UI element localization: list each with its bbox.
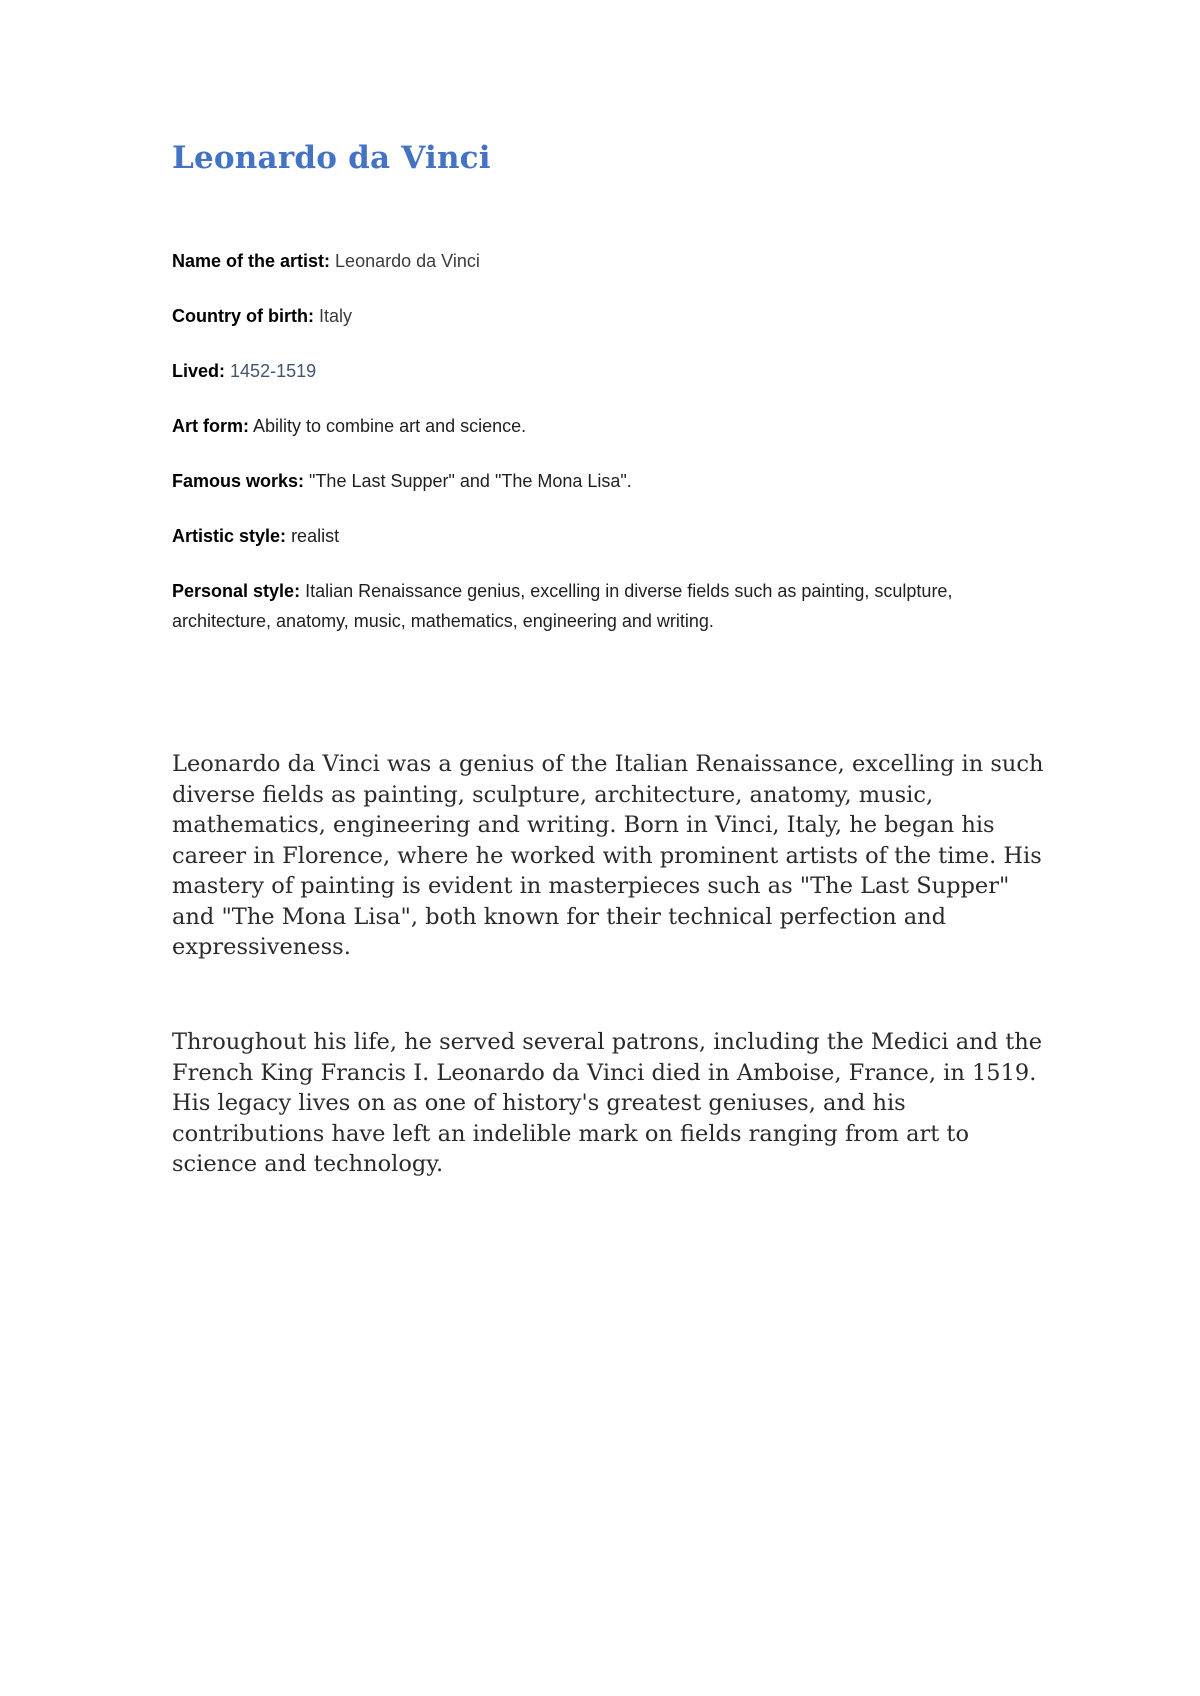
fact-artistic-style-value: realist [291,526,340,546]
fact-famous-works-label: Famous works: [172,471,305,491]
fact-name-label: Name of the artist: [172,251,331,271]
fact-famous-works-value: "The Last Supper" and "The Mona Lisa". [309,471,632,491]
fact-art-form-value: Ability to combine art and science. [253,416,527,436]
body-paragraph-2: Throughout his life, he served several patrons, including the Medici and the French King Francis I. Leonardo da Vinci died in Amboise, France, in 1519. His legacy lives on as one of history's greatest geniuses, and his contributions have left an indelible mark on fields ranging from art to science and technology. [172,1029,1043,1177]
fact-name [172,246,1052,276]
document-title: Leonardo da Vinci [172,140,491,176]
artist-facts [172,246,1052,661]
fact-famous-works [172,466,1052,496]
fact-country-value: Italy [319,306,353,326]
fact-name-value: Leonardo da Vinci [335,251,480,271]
fact-country-label: Country of birth: [172,306,314,326]
fact-artistic-style-label: Artistic style: [172,526,287,546]
fact-lived-label: Lived: [172,361,226,381]
fact-personal-style-label: Personal style: [172,581,301,601]
body-paragraph-1: Leonardo da Vinci was a genius of the Italian Renaissance, excelling in such diverse fields as painting, sculpture, architecture, anatomy, music, mathematics, engineering and writing. Born in Vinci, Italy, he began his career in Florence, where he worked with prominent artists of the time. His mastery of painting is evident in masterpieces such as "The Last Supper" and "The Mona Lisa", both known for their technical perfection and expressiveness. [172,751,1044,960]
fact-art-form-label: Art form: [172,416,249,436]
fact-lived-value: 1452-1519 [230,361,317,381]
fact-personal-style-value: Italian Renaissance genius, excelling in diverse fields such as painting, sculpture, architecture, anatomy, music, mathematics, engineering and writing. [172,581,953,631]
fact-lived [172,356,1052,386]
fact-art-form [172,411,1052,441]
fact-personal-style [172,576,1052,636]
fact-artistic-style [172,521,1052,551]
fact-country [172,301,1052,331]
